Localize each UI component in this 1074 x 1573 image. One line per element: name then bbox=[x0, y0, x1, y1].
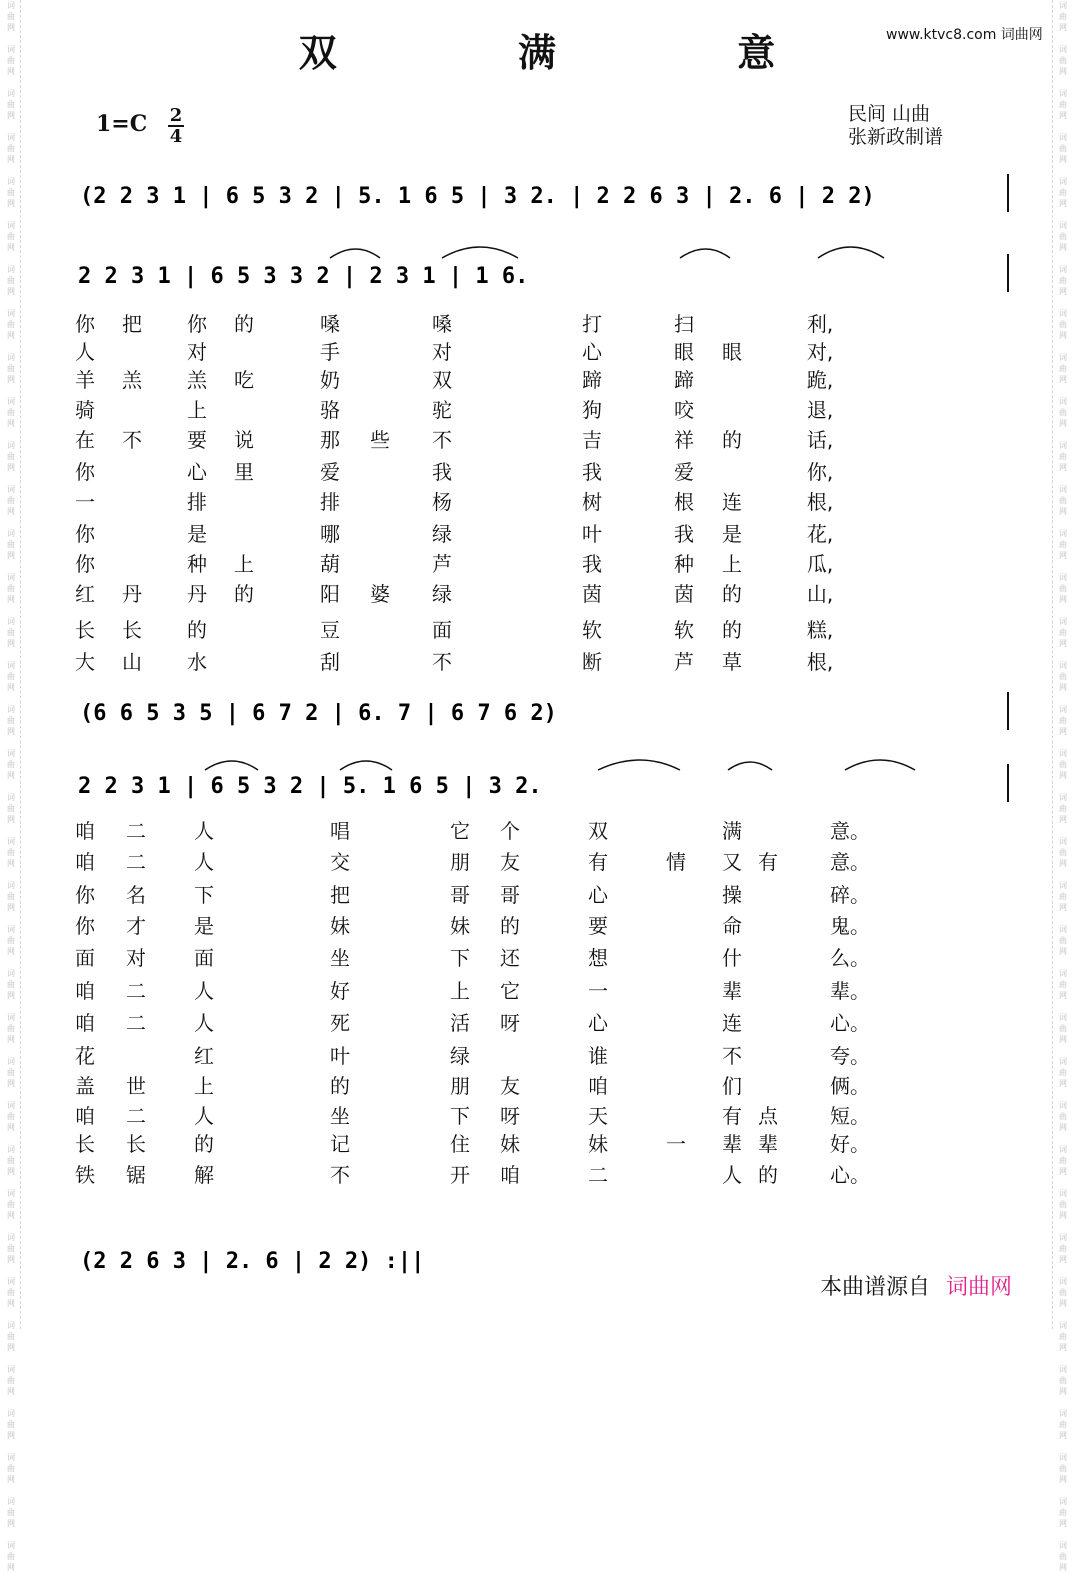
lyric-char: 鬼。 bbox=[830, 914, 870, 938]
lyric-char: 辈 bbox=[722, 979, 742, 1003]
lyric-char: 大 bbox=[75, 650, 95, 674]
lyric-char: 退, bbox=[806, 398, 834, 422]
lyric-char: 谁 bbox=[588, 1044, 608, 1068]
footer bbox=[820, 1270, 1012, 1301]
lyric-char: 好。 bbox=[830, 1132, 870, 1156]
lyric-char: 它 bbox=[450, 819, 470, 843]
lyric-char: 里 bbox=[234, 460, 254, 484]
slur bbox=[680, 249, 730, 258]
lyric-char: 骑 bbox=[75, 398, 95, 422]
lyric-char: 面 bbox=[75, 946, 95, 970]
lyric-char: 叶 bbox=[582, 522, 602, 546]
lyric-row bbox=[0, 879, 1074, 907]
lyric-char: 绿 bbox=[432, 522, 452, 546]
lyric-row bbox=[0, 548, 1074, 576]
lyric-char: 把 bbox=[330, 883, 350, 907]
lyric-row bbox=[0, 578, 1074, 606]
lyric-char: 你 bbox=[75, 914, 95, 938]
song-title: 双 满 意 bbox=[298, 30, 860, 75]
time-sig-top: 2 bbox=[169, 105, 183, 126]
lyric-char: 对, bbox=[806, 340, 834, 364]
lyric-char: 祥 bbox=[674, 428, 694, 452]
lyric-char: 人 bbox=[194, 979, 214, 1003]
lyric-char: 咱 bbox=[75, 850, 95, 874]
lyric-char: 妹 bbox=[450, 914, 470, 938]
interlude-notes: (6 6 5 3 5 | 6 7 2 | 6. 7 | 6 7 6 2) bbox=[80, 701, 557, 726]
lyric-char: 又 bbox=[722, 850, 742, 874]
lyric-char: 点 bbox=[758, 1104, 778, 1128]
lyric-char: 哥 bbox=[450, 883, 470, 907]
lyric-char: 的 bbox=[194, 1132, 214, 1156]
lyric-char: 长 bbox=[122, 618, 142, 642]
lyric-char: 要 bbox=[588, 914, 608, 938]
lyric-char: 根, bbox=[806, 650, 834, 674]
slur bbox=[845, 760, 915, 770]
lyric-char: 长 bbox=[75, 618, 95, 642]
lyric-char: 记 bbox=[330, 1132, 350, 1156]
lyric-char: 情 bbox=[666, 850, 686, 874]
right-watermark-strip: 词 曲 网 词 曲 网 词 曲 网 词 曲 网 词 曲 网 词 曲 网 词 曲 网 词 曲 网 词 曲 网 词 曲 网 词 曲 网 词 曲 网 词 曲 网 词 曲 网 词 曲 网 词 曲 网 词 曲 网 词 曲 网 词 曲 网 词 曲 网 词 曲 网 词 曲 网 词 曲 网 词 曲 网 词 曲 网 词 曲 网 词 曲 网 词 曲 网 词 曲 网 词 曲 网 词 曲 网 词 曲 网 词 曲 网 词 曲 网 词 曲 网 词 曲 网 bbox=[1059, 1, 1067, 1572]
lyric-char: 一 bbox=[666, 1132, 686, 1156]
lyric-row bbox=[0, 394, 1074, 422]
lyric-char: 爱 bbox=[674, 460, 694, 484]
lyric-char: 糕, bbox=[806, 618, 834, 642]
lyric-char: 我 bbox=[432, 460, 452, 484]
lyric-char: 下 bbox=[194, 883, 214, 907]
lyric-row bbox=[0, 456, 1074, 484]
lyric-char: 辈。 bbox=[830, 979, 870, 1003]
lyric-char: 人 bbox=[194, 1104, 214, 1128]
lyric-char: 的 bbox=[722, 428, 742, 452]
lyric-char: 在 bbox=[75, 428, 95, 452]
lyric-char: 死 bbox=[330, 1011, 350, 1035]
lyric-char: 断 bbox=[582, 650, 602, 674]
lyric-char: 咱 bbox=[75, 819, 95, 843]
lyric-char: 不 bbox=[432, 650, 452, 674]
lyric-char: 的 bbox=[330, 1074, 350, 1098]
lyric-char: 嗓 bbox=[320, 312, 340, 336]
footer-brand: 词曲网 bbox=[946, 1275, 1013, 1300]
lyric-char: 俩。 bbox=[830, 1074, 870, 1098]
lyric-char: 人 bbox=[194, 850, 214, 874]
slur bbox=[330, 249, 380, 258]
lyric-char: 咱 bbox=[75, 1011, 95, 1035]
lyric-char: 爱 bbox=[320, 460, 340, 484]
lyric-char: 长 bbox=[75, 1132, 95, 1156]
lyric-char: 刮 bbox=[320, 650, 340, 674]
lyric-char: 是 bbox=[722, 522, 742, 546]
lyric-char: 把 bbox=[122, 312, 142, 336]
lyric-char: 交 bbox=[330, 850, 350, 874]
lyric-char: 奶 bbox=[320, 368, 340, 392]
lyric-char: 坐 bbox=[330, 946, 350, 970]
lyric-char: 排 bbox=[320, 490, 340, 514]
lyric-char: 还 bbox=[500, 946, 520, 970]
slur bbox=[442, 247, 518, 258]
lyric-row bbox=[0, 646, 1074, 674]
lyric-char: 对 bbox=[126, 946, 146, 970]
time-signature bbox=[168, 106, 184, 146]
lyric-char: 世 bbox=[126, 1074, 146, 1098]
lyric-row bbox=[0, 424, 1074, 452]
lyric-char: 杨 bbox=[432, 490, 452, 514]
lyric-char: 狗 bbox=[582, 398, 602, 422]
lyric-char: 茵 bbox=[674, 582, 694, 606]
lyric-char: 打 bbox=[582, 312, 602, 336]
lyric-char: 辈 bbox=[758, 1132, 778, 1156]
lyric-char: 丹 bbox=[187, 582, 207, 606]
lyric-char: 嗓 bbox=[432, 312, 452, 336]
lyric-char: 种 bbox=[187, 552, 207, 576]
lyric-char: 的 bbox=[234, 582, 254, 606]
lyric-char: 话, bbox=[806, 428, 834, 452]
lyric-char: 解 bbox=[194, 1163, 214, 1187]
lyric-row bbox=[0, 942, 1074, 970]
lyric-char: 我 bbox=[674, 522, 694, 546]
lyric-char: 芦 bbox=[674, 650, 694, 674]
lyric-char: 想 bbox=[588, 946, 608, 970]
intro-notes: (2 2 3 1 | 6 5 3 2 | 5. 1 6 5 | 3 2. | 2 2 6 3 | 2. 6 | 2 2) bbox=[80, 184, 875, 209]
lyric-char: 妹 bbox=[500, 1132, 520, 1156]
lyric-char: 软 bbox=[674, 618, 694, 642]
key-signature: 1=C bbox=[96, 111, 148, 137]
lyric-char: 长 bbox=[126, 1132, 146, 1156]
lyric-char: 二 bbox=[126, 819, 146, 843]
footer-text: 本曲谱源自 bbox=[820, 1275, 931, 1300]
outro-notes: (2 2 6 3 | 2. 6 | 2 2) :|| bbox=[80, 1249, 425, 1274]
lyric-char: 的 bbox=[187, 618, 207, 642]
left-watermark-strip: 词 曲 网 词 曲 网 词 曲 网 词 曲 网 词 曲 网 词 曲 网 词 曲 网 词 曲 网 词 曲 网 词 曲 网 词 曲 网 词 曲 网 词 曲 网 词 曲 网 词 曲 网 词 曲 网 词 曲 网 词 曲 网 词 曲 网 词 曲 网 词 曲 网 词 曲 网 词 曲 网 词 曲 网 词 曲 网 词 曲 网 词 曲 网 词 曲 网 词 曲 网 词 曲 网 词 曲 网 词 曲 网 词 曲 网 词 曲 网 词 曲 网 词 曲 网 bbox=[7, 1, 15, 1572]
lyric-row bbox=[0, 336, 1074, 364]
watermark-url: www.ktvc8.com 词曲网 bbox=[886, 27, 1043, 43]
lyric-char: 开 bbox=[450, 1163, 470, 1187]
lyric-char: 不 bbox=[330, 1163, 350, 1187]
lyric-char: 根, bbox=[806, 490, 834, 514]
lyric-char: 盖 bbox=[75, 1074, 95, 1098]
slur bbox=[728, 762, 772, 770]
lyric-char: 上 bbox=[187, 398, 207, 422]
lyric-char: 哥 bbox=[500, 883, 520, 907]
lyric-char: 名 bbox=[126, 883, 146, 907]
lyric-char: 友 bbox=[500, 1074, 520, 1098]
lyric-char: 些 bbox=[370, 428, 390, 452]
lyric-char: 树 bbox=[582, 490, 602, 514]
lyric-char: 二 bbox=[126, 1011, 146, 1035]
lyric-char: 一 bbox=[75, 490, 95, 514]
lyric-char: 上 bbox=[194, 1074, 214, 1098]
lyric-char: 上 bbox=[722, 552, 742, 576]
lyric-char: 才 bbox=[126, 914, 146, 938]
lyric-char: 你 bbox=[75, 552, 95, 576]
lyric-char: 你 bbox=[75, 460, 95, 484]
lyric-row bbox=[0, 308, 1074, 336]
lyric-char: 你 bbox=[75, 883, 95, 907]
lyric-char: 羊 bbox=[75, 368, 95, 392]
lyric-row bbox=[0, 486, 1074, 514]
lyric-char: 我 bbox=[582, 460, 602, 484]
slur bbox=[598, 760, 680, 770]
lyric-char: 丹 bbox=[122, 582, 142, 606]
lyric-row bbox=[0, 815, 1074, 843]
lyric-char: 对 bbox=[432, 340, 452, 364]
lyric-char: 不 bbox=[432, 428, 452, 452]
lyric-row bbox=[0, 1100, 1074, 1128]
lyric-char: 心 bbox=[187, 460, 207, 484]
lyric-char: 心 bbox=[588, 883, 608, 907]
lyric-char: 软 bbox=[582, 618, 602, 642]
lyric-char: 铁 bbox=[75, 1163, 95, 1187]
lyric-char: 夸。 bbox=[830, 1044, 870, 1068]
lyric-row bbox=[0, 614, 1074, 642]
lyric-char: 有 bbox=[758, 850, 778, 874]
lyric-char: 辈 bbox=[722, 1132, 742, 1156]
lyric-char: 住 bbox=[450, 1132, 470, 1156]
lyric-char: 连 bbox=[722, 490, 742, 514]
credits bbox=[848, 103, 943, 149]
lyric-char: 说 bbox=[234, 428, 254, 452]
lyric-char: 红 bbox=[194, 1044, 214, 1068]
lyric-char: 要 bbox=[187, 428, 207, 452]
lyric-char: 的 bbox=[722, 618, 742, 642]
lyric-char: 婆 bbox=[370, 582, 390, 606]
lyric-char: 满 bbox=[722, 819, 742, 843]
lyric-char: 心。 bbox=[830, 1011, 870, 1035]
lyric-char: 葫 bbox=[320, 552, 340, 576]
lyric-char: 面 bbox=[194, 946, 214, 970]
lyric-char: 红 bbox=[75, 582, 95, 606]
lyric-char: 不 bbox=[722, 1044, 742, 1068]
lyric-char: 意。 bbox=[830, 819, 870, 843]
lyric-char: 的 bbox=[758, 1163, 778, 1187]
lyric-char: 下 bbox=[450, 1104, 470, 1128]
lyric-char: 妹 bbox=[330, 914, 350, 938]
lyric-char: 哪 bbox=[320, 522, 340, 546]
lyric-char: 人 bbox=[194, 819, 214, 843]
slur bbox=[340, 761, 392, 770]
lyric-char: 你 bbox=[187, 312, 207, 336]
lyric-char: 朋 bbox=[450, 1074, 470, 1098]
lyric-char: 人 bbox=[722, 1163, 742, 1187]
lyric-char: 们 bbox=[722, 1074, 742, 1098]
lyric-row bbox=[0, 846, 1074, 874]
lyric-char: 吉 bbox=[582, 428, 602, 452]
lyric-char: 人 bbox=[194, 1011, 214, 1035]
lyric-char: 锯 bbox=[126, 1163, 146, 1187]
lyric-char: 么。 bbox=[830, 946, 870, 970]
lyric-char: 花 bbox=[75, 1044, 95, 1068]
lyric-char: 唱 bbox=[330, 819, 350, 843]
lyric-char: 豆 bbox=[320, 618, 340, 642]
lyric-char: 绿 bbox=[432, 582, 452, 606]
lyric-char: 呀 bbox=[500, 1104, 520, 1128]
lyric-char: 朋 bbox=[450, 850, 470, 874]
lyric-char: 心。 bbox=[830, 1163, 870, 1187]
lyric-char: 山 bbox=[122, 650, 142, 674]
lyric-char: 有 bbox=[722, 1104, 742, 1128]
lyric-char: 连 bbox=[722, 1011, 742, 1035]
lyric-char: 操 bbox=[722, 883, 742, 907]
lyric-char: 蹄 bbox=[582, 368, 602, 392]
lyric-row bbox=[0, 1070, 1074, 1098]
lyric-char: 好 bbox=[330, 979, 350, 1003]
lyric-char: 茵 bbox=[582, 582, 602, 606]
lyric-row bbox=[0, 1007, 1074, 1035]
lyric-char: 山, bbox=[806, 582, 834, 606]
lyric-char: 种 bbox=[674, 552, 694, 576]
verse1-notes: 2 2 3 1 | 6 5 3 3 2 | 2 3 1 | 1 6. bbox=[78, 264, 529, 289]
lyric-char: 叶 bbox=[330, 1044, 350, 1068]
lyric-char: 二 bbox=[126, 1104, 146, 1128]
lyric-char: 骆 bbox=[320, 398, 340, 422]
lyric-char: 水 bbox=[187, 650, 207, 674]
lyric-char: 是 bbox=[194, 914, 214, 938]
lyric-char: 的 bbox=[722, 582, 742, 606]
lyric-char: 双 bbox=[432, 368, 452, 392]
lyric-char: 人 bbox=[75, 340, 95, 364]
lyric-char: 排 bbox=[187, 490, 207, 514]
credit-arranger: 张新政制谱 bbox=[848, 126, 944, 148]
lyric-char: 友 bbox=[500, 850, 520, 874]
lyric-char: 天 bbox=[588, 1104, 608, 1128]
lyric-char: 利, bbox=[806, 312, 834, 336]
lyric-char: 你 bbox=[75, 522, 95, 546]
lyric-char: 瓜, bbox=[806, 552, 834, 576]
verse2-notes: 2 2 3 1 | 6 5 3 2 | 5. 1 6 5 | 3 2. bbox=[78, 774, 542, 799]
lyric-row bbox=[0, 1159, 1074, 1187]
lyric-char: 咱 bbox=[75, 1104, 95, 1128]
lyric-char: 对 bbox=[187, 340, 207, 364]
lyric-row bbox=[0, 975, 1074, 1003]
lyric-char: 根 bbox=[674, 490, 694, 514]
lyric-char: 蹄 bbox=[674, 368, 694, 392]
slur bbox=[205, 761, 258, 770]
lyric-char: 下 bbox=[450, 946, 470, 970]
lyric-char: 花, bbox=[806, 522, 834, 546]
lyric-char: 咱 bbox=[500, 1163, 520, 1187]
lyric-char: 那 bbox=[320, 428, 340, 452]
lyric-char: 双 bbox=[588, 819, 608, 843]
lyric-char: 心 bbox=[588, 1011, 608, 1035]
lyric-char: 二 bbox=[588, 1163, 608, 1187]
lyric-char: 眼 bbox=[722, 340, 742, 364]
lyric-char: 是 bbox=[187, 522, 207, 546]
lyric-char: 有 bbox=[588, 850, 608, 874]
lyric-row bbox=[0, 364, 1074, 392]
lyric-char: 意。 bbox=[830, 850, 870, 874]
lyric-row bbox=[0, 1128, 1074, 1156]
lyric-row bbox=[0, 1040, 1074, 1068]
lyric-char: 草 bbox=[722, 650, 742, 674]
lyric-char: 不 bbox=[122, 428, 142, 452]
lyric-row bbox=[0, 518, 1074, 546]
lyric-char: 命 bbox=[722, 914, 742, 938]
lyric-char: 羔 bbox=[187, 368, 207, 392]
lyric-char: 驼 bbox=[432, 398, 452, 422]
lyric-char: 我 bbox=[582, 552, 602, 576]
lyric-char: 扫 bbox=[674, 312, 694, 336]
lyric-row bbox=[0, 910, 1074, 938]
lyric-char: 吃 bbox=[234, 368, 254, 392]
lyric-char: 眼 bbox=[674, 340, 694, 364]
lyric-char: 呀 bbox=[500, 1011, 520, 1035]
lyric-char: 的 bbox=[234, 312, 254, 336]
lyric-char: 阳 bbox=[320, 582, 340, 606]
lyric-char: 上 bbox=[450, 979, 470, 1003]
lyric-char: 心 bbox=[582, 340, 602, 364]
lyric-char: 手 bbox=[320, 340, 340, 364]
lyric-char: 你 bbox=[75, 312, 95, 336]
slur bbox=[818, 247, 884, 258]
lyric-char: 面 bbox=[432, 618, 452, 642]
lyric-char: 一 bbox=[588, 979, 608, 1003]
lyric-char: 短。 bbox=[830, 1104, 870, 1128]
lyric-char: 绿 bbox=[450, 1044, 470, 1068]
lyric-char: 妹 bbox=[588, 1132, 608, 1156]
lyric-char: 上 bbox=[234, 552, 254, 576]
lyric-char: 的 bbox=[500, 914, 520, 938]
lyric-char: 活 bbox=[450, 1011, 470, 1035]
lyric-char: 碎。 bbox=[830, 883, 870, 907]
lyric-char: 二 bbox=[126, 979, 146, 1003]
lyric-char: 你, bbox=[806, 460, 834, 484]
lyric-char: 咬 bbox=[674, 398, 694, 422]
lyric-char: 个 bbox=[500, 819, 520, 843]
lyric-char: 坐 bbox=[330, 1104, 350, 1128]
lyric-char: 芦 bbox=[432, 552, 452, 576]
lyric-char: 咱 bbox=[588, 1074, 608, 1098]
lyric-char: 它 bbox=[500, 979, 520, 1003]
time-sig-bottom: 4 bbox=[169, 126, 183, 147]
lyric-char: 咱 bbox=[75, 979, 95, 1003]
lyric-char: 什 bbox=[722, 946, 742, 970]
lyric-char: 二 bbox=[126, 850, 146, 874]
credit-origin: 民间 山曲 bbox=[848, 103, 931, 125]
lyric-char: 跪, bbox=[806, 368, 834, 392]
lyric-char: 羔 bbox=[122, 368, 142, 392]
